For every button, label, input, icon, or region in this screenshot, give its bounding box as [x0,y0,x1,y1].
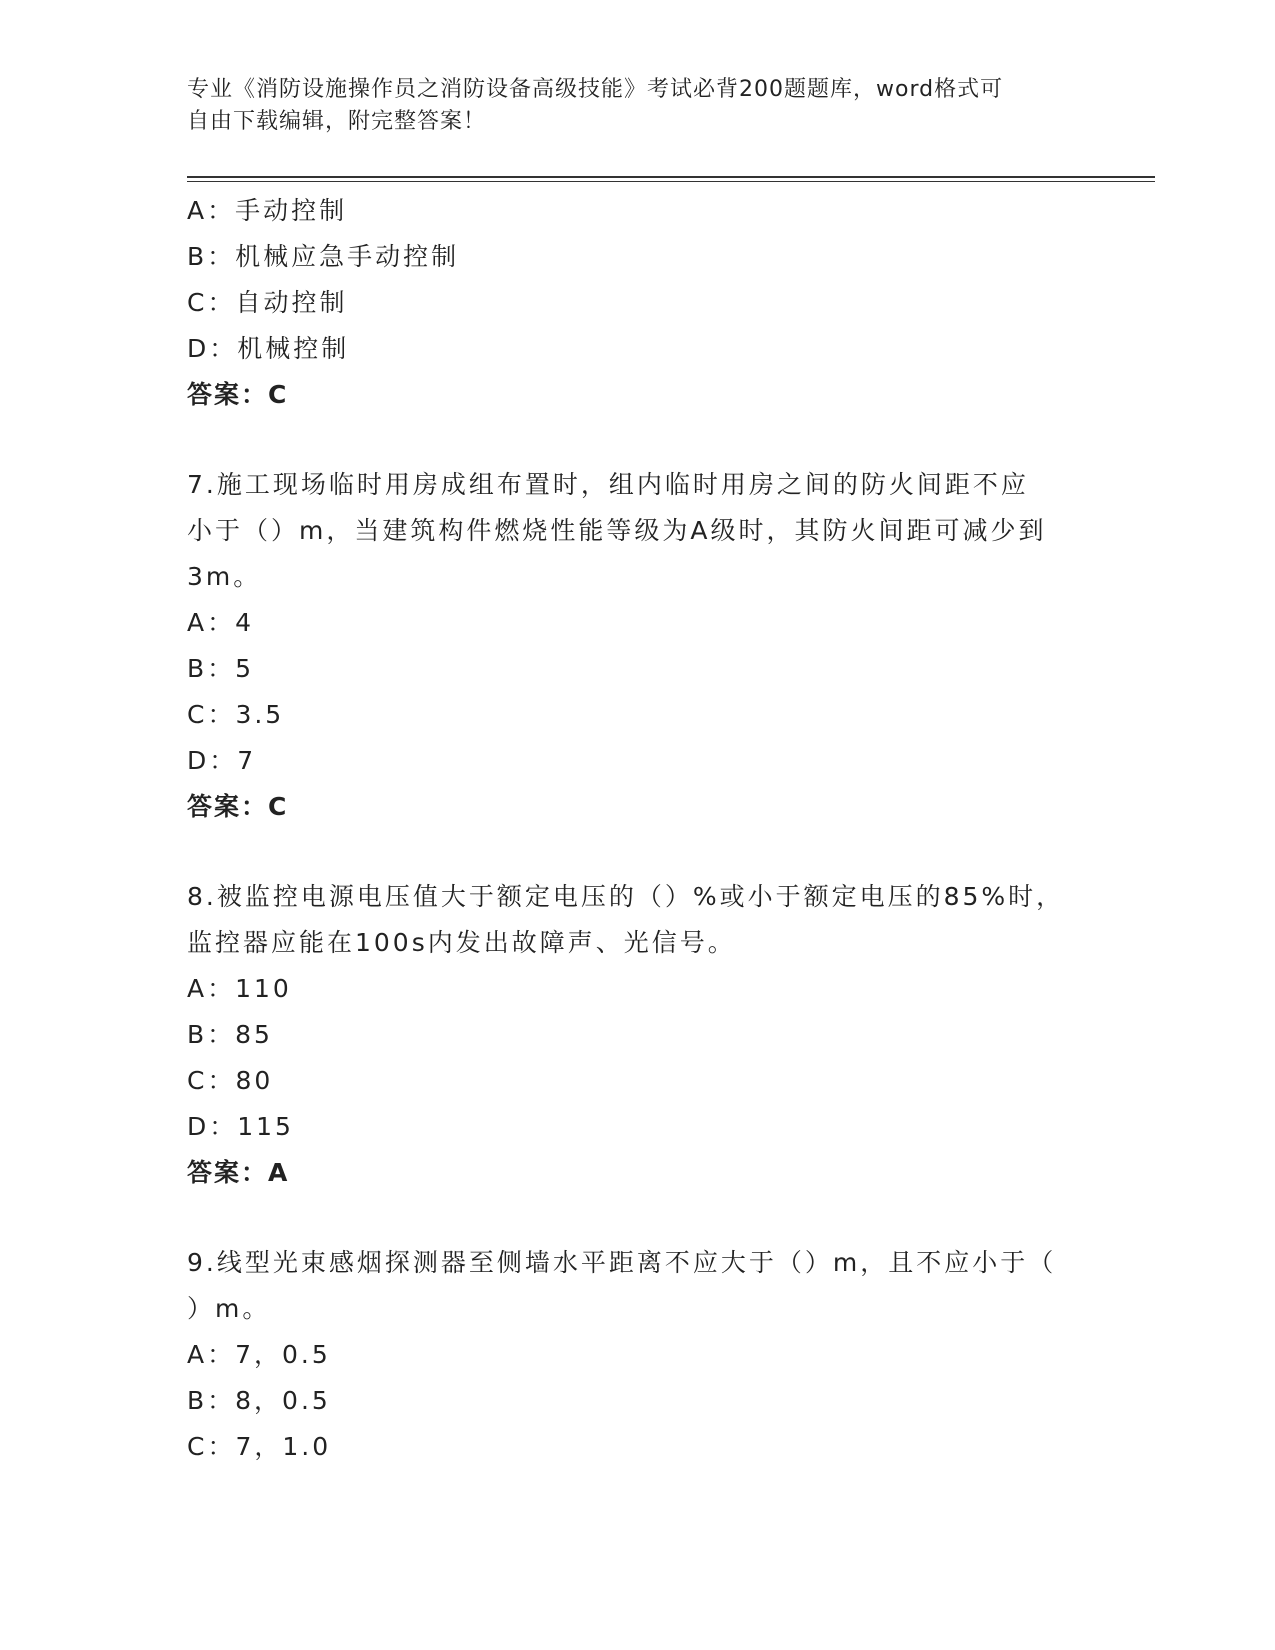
question-text-line: ）m。 [187,1294,271,1323]
header-divider-thin [187,181,1155,182]
question-6-block [187,188,1087,418]
option-c: C：7，1.0 [187,1432,332,1461]
answer: 答案：A [187,1158,290,1187]
header-line-1: 专业《消防设施操作员之消防设备高级技能》考试必背200题题库，word格式可 [187,77,1004,102]
option-c: C：80 [187,1066,274,1095]
question-text-line: 监控器应能在100s内发出故障声、光信号。 [187,928,736,957]
option-b: B：85 [187,1020,273,1049]
answer: 答案：C [187,792,289,821]
question-7-block [187,462,1087,830]
answer: 答案：C [187,380,289,409]
question-list [187,188,1087,1470]
option-a: A：110 [187,974,292,1003]
question-text-line: 8.被监控电源电压值大于额定电压的（）%或小于额定电压的85%时， [187,882,1065,911]
document-header [187,74,1067,138]
question-text-line: 3m。 [187,562,262,591]
option-a: A：手动控制 [187,196,348,225]
option-d: D：7 [187,746,257,775]
option-b: B：机械应急手动控制 [187,242,460,271]
option-b: B：8，0.5 [187,1386,331,1415]
option-a: A：7，0.5 [187,1340,331,1369]
question-9-block [187,1240,1087,1470]
header-divider-thick [187,176,1155,178]
option-c: C：自动控制 [187,288,348,317]
option-a: A：4 [187,608,255,637]
question-text-line: 9.线型光束感烟探测器至侧墙水平距离不应大于（）m，且不应小于（ [187,1248,1057,1277]
option-b: B：5 [187,654,255,683]
option-d: D：115 [187,1112,294,1141]
option-d: D：机械控制 [187,334,350,363]
header-line-2: 自由下载编辑，附完整答案！ [187,109,487,134]
question-text-line: 小于（）m，当建筑构件燃烧性能等级为A级时，其防火间距可减少到 [187,516,1047,545]
option-c: C：3.5 [187,700,285,729]
question-8-block [187,874,1087,1196]
question-text-line: 7.施工现场临时用房成组布置时，组内临时用房之间的防火间距不应 [187,470,1029,499]
